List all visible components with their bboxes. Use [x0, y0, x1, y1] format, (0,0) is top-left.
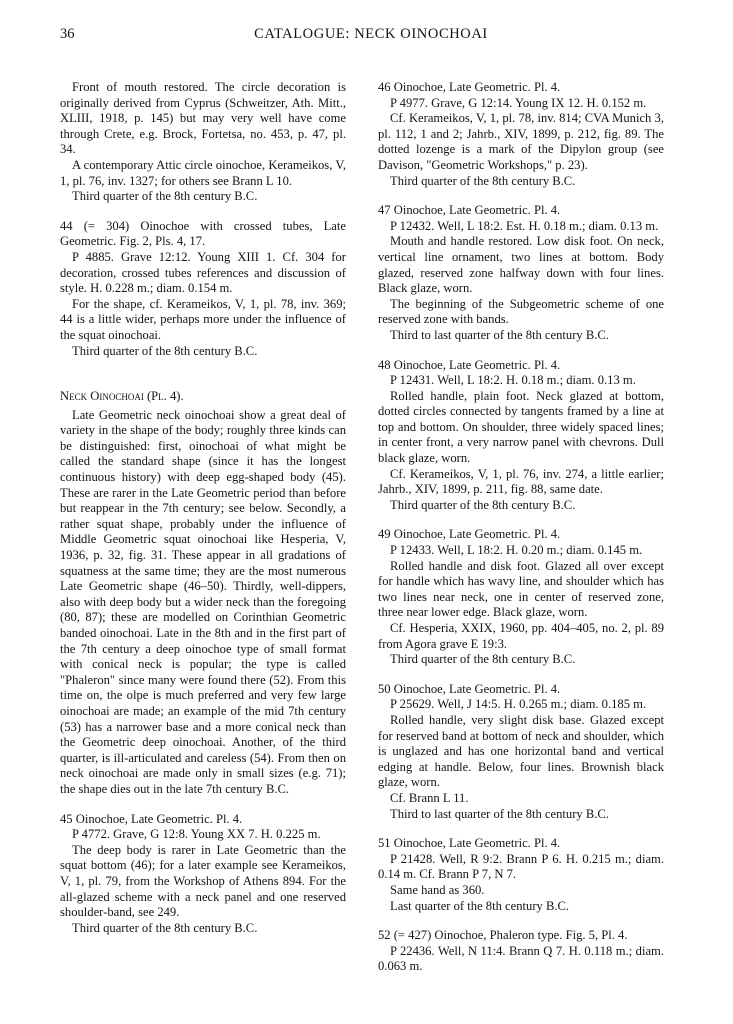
entry-heading: 50 Oinochoe, Late Geometric. Pl. 4.: [378, 681, 561, 696]
date-line: Third to last quarter of the 8th century B.C.: [390, 327, 609, 342]
entry-heading: 47 Oinochoe, Late Geometric. Pl. 4.: [378, 203, 561, 218]
date-line: Third to last quarter of the 8th century B.C.: [390, 806, 609, 821]
date-line: Third quarter of the 8th century B.C.: [390, 497, 576, 512]
entry-heading: 51 Oinochoe, Late Geometric. Pl. 4.: [378, 836, 561, 851]
entry-heading: 45 Oinochoe, Late Geometric. Pl. 4.: [60, 811, 243, 826]
paragraph: The deep body is rarer in Late Geometric than the squat bottom (46); for a later example see Kerameikos, V, 1, pl. 79, from the Workshop of Athens 894. For the all-glazed scheme with a neck panel and one reserved shoulder-band, see 249.: [60, 842, 346, 920]
paragraph: Rolled handle and disk foot. Glazed all over except for handle which has wavy line, and shoulder which has two lines near neck, one in center of reserved zone, three near lower edge. Black glaze, worn.: [378, 558, 664, 620]
entry-51: [378, 836, 664, 914]
entry-43-continuation: [60, 80, 346, 205]
paragraph: P 21428. Well, R 9:2. Brann P 6. H. 0.215 m.; diam. 0.14 m. Cf. Brann P 7, N 7.: [378, 851, 664, 882]
running-title: CATALOGUE: NECK OINOCHOAI: [254, 26, 488, 42]
entry-46: [378, 80, 664, 189]
entry-heading: 49 Oinochoe, Late Geometric. Pl. 4.: [378, 527, 561, 542]
entry-47: [378, 203, 664, 343]
paragraph: Cf. Kerameikos, V, 1, pl. 76, inv. 274, a little earlier; Jahrb., XIV, 1899, p. 211, fig. 88, same date.: [378, 466, 664, 497]
entry-44: [60, 219, 346, 359]
paragraph: P 4885. Grave 12:12. Young XIII 1. Cf. 304 for decoration, crossed tubes references and discussion of style. H. 0.228 m.; diam. 0.154 m.: [60, 249, 346, 296]
right-column: [378, 80, 664, 975]
paragraph: Same hand as 360.: [390, 882, 485, 897]
entry-52: [378, 928, 664, 975]
paragraph: P 4977. Grave, G 12:14. Young IX 12. H. 0.152 m.: [390, 95, 647, 110]
paragraph: A contemporary Attic circle oinochoe, Kerameikos, V, 1, pl. 76, inv. 1327; for others see Brann L 10.: [60, 157, 346, 188]
entry-heading: 46 Oinochoe, Late Geometric. Pl. 4.: [378, 80, 561, 94]
date-line: Third quarter of the 8th century B.C.: [72, 920, 258, 935]
date-line: Third quarter of the 8th century B.C.: [72, 343, 258, 358]
date-line: Third quarter of the 8th century B.C.: [390, 173, 576, 188]
paragraph: P 25629. Well, J 14:5. H. 0.265 m.; diam. 0.185 m.: [390, 697, 647, 712]
entry-heading: 44 (= 304) Oinochoe with crossed tubes, Late Geometric. Fig. 2, Pls. 4, 17.: [60, 218, 346, 249]
paragraph: Rolled handle, plain foot. Neck glazed at bottom, dotted circles connected by tangents framed by a line at top and bottom. On shoulder, three widely spaced lines; in center front, a very narrow panel with chevrons. Dull black glaze, worn.: [378, 388, 664, 466]
page-header: [60, 26, 682, 48]
paragraph: P 12433. Well, L 18:2. H. 0.20 m.; diam. 0.145 m.: [390, 543, 643, 558]
date-line: Last quarter of the 8th century B.C.: [390, 898, 570, 913]
paragraph: P 22436. Well, N 11:4. Brann Q 7. H. 0.118 m.; diam. 0.063 m.: [378, 943, 664, 974]
page-number: 36: [60, 26, 75, 42]
date-line: Third quarter of the 8th century B.C.: [390, 652, 576, 667]
paragraph: Cf. Kerameikos, V, 1, pl. 78, inv. 814; CVA Munich 3, pl. 112, 1 and 2; Jahrb., XIV, 1899, p. 212, fig. 89. The dotted lozenge is a mark of the Dipylon group (see Davison, "Geometric Workshops," p. 23).: [378, 111, 664, 172]
paragraph: P 12431. Well, L 18:2. H. 0.18 m.; diam. 0.13 m.: [390, 373, 636, 388]
paragraph: Mouth and handle restored. Low disk foot. On neck, vertical line ornament, two lines at bottom. Body glazed, reserved zone halfway down with four lines. Black glaze, worn.: [378, 234, 664, 296]
entry-48: [378, 358, 664, 514]
date-line: Third quarter of the 8th century B.C.: [72, 189, 258, 204]
paragraph: Front of mouth restored. The circle decoration is originally derived from Cyprus (Schweitzer, Ath. Mitt., XLIII, 1918, p. 145) but may very well have come through Crete, e.g. Brock, Fortetsa, no. 453, p. 47, pl. 34.: [60, 80, 346, 157]
paragraph: P 4772. Grave, G 12:8. Young XX 7. H. 0.225 m.: [72, 827, 321, 842]
paragraph: Cf. Brann L 11.: [390, 790, 469, 805]
entry-45: [60, 812, 346, 937]
paragraph: P 12432. Well, L 18:2. Est. H. 0.18 m.; diam. 0.13 m.: [390, 218, 659, 233]
paragraph: For the shape, cf. Kerameikos, V, 1, pl. 78, inv. 369; 44 is a little wider, perhaps more under the influence of the squat oinochoai.: [60, 296, 346, 342]
section-heading: Neck Oinochoai (Pl. 4).: [60, 389, 184, 404]
paragraph: Rolled handle, very slight disk base. Glazed except for reserved band at bottom of neck and shoulder, which is unglazed and has one horizontal band and vertical edging at handle. Below, four lines. Brownish black glaze, worn.: [378, 712, 664, 790]
paragraph: Cf. Hesperia, XXIX, 1960, pp. 404–405, no. 2, pl. 89 from Agora grave E 19:3.: [378, 621, 664, 651]
left-column: [60, 80, 346, 936]
entry-heading: 48 Oinochoe, Late Geometric. Pl. 4.: [378, 357, 561, 372]
section-neck-oinochoai: [60, 389, 346, 797]
entry-heading: 52 (= 427) Oinochoe, Phaleron type. Fig. 5, Pl. 4.: [378, 928, 628, 943]
paragraph: The beginning of the Subgeometric scheme of one reserved zone with bands.: [378, 296, 664, 327]
section-body: Late Geometric neck oinochoai show a great deal of variety in the shape of the body; roughly three kinds can be distinguished: first, oinochoai of what might be called the standard shape (since it has the longest continuous history) with deep egg-shaped body (45). These are rarer in the Late Geometric period than before but reappear in the 7th century; see below. Secondly, a rather squat shape, probably under the influence of Middle Geometric squat oinochoai like Hesperia, V, 1936, p. 32, fig. 31. These appear in all gradations of squatness at the same time; they are the most numerous Late Geometric shape (46–50). Thirdly, well-dippers, also with deep body but a wider neck than the foregoing (80, 87); these are modelled on Corinthian Geometric banded oinochoai. Late in the 8th and in the first part of the 7th century a deep oinochoe type of small format with conical neck is popular; the type is called "Phaleron" since many were found there (52). From this time on, the olpe is much preferred and very few large oinochoai are made; an example of the mid 7th century (53) has a narrower base and a more conical neck than the Geometric deep oinochoai. Another, of the third quarter, is ill-articulated and careless (54). From then on neck oinochoai are made only in small sizes (e.g. 71); the shape dies out in the late 7th century B.C.: [60, 407, 346, 796]
entry-49: [378, 527, 664, 667]
entry-50: [378, 682, 664, 822]
